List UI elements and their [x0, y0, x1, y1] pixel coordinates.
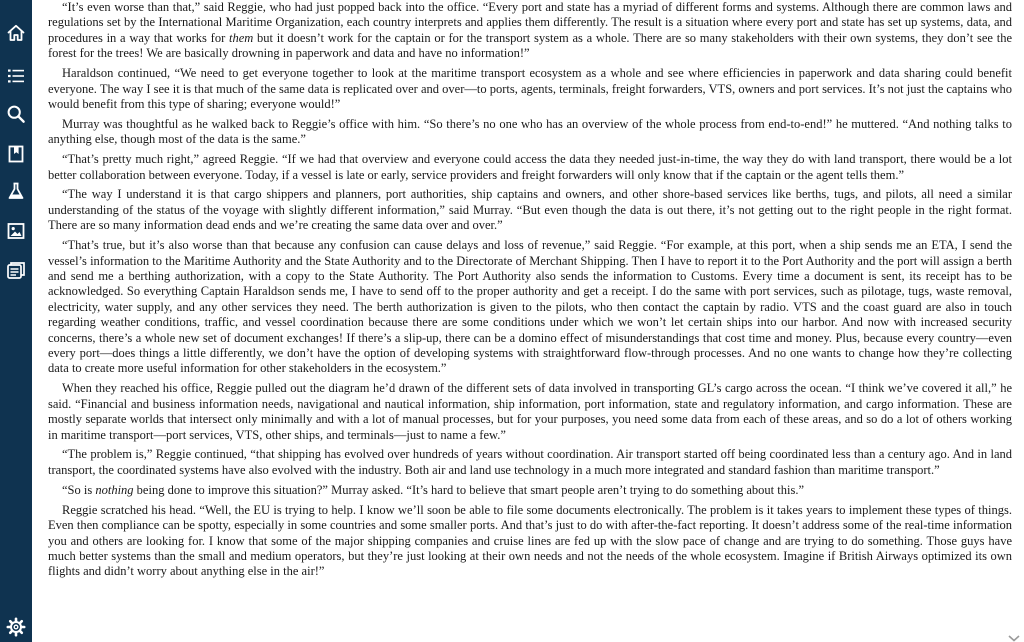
- paragraph-p4: [48, 152, 1012, 183]
- paragraph-text: “That’s pretty much right,” agreed Reggie. “If we had that overview and everyone could access the data they needed just-in-time, the way they do with land transport, there would be a lot better collaboration between everyone. Today, if a vessel is late or early, service providers and freight forwarders will only know that if the captain or the agent tells them.”: [48, 152, 1012, 182]
- paragraph-text: “So is: [62, 482, 96, 497]
- paragraph-p3: [48, 117, 1012, 148]
- paragraph-text: “That’s true, but it’s also worse than that because any confusion can cause delays and loss of revenue,” said Reggie. “For example, at this port, when a ship sends me an ETA, I send the vessel’s information to the Maritime Authority and the State Authority and to the Directorate of Merchant Shipping. Then I have to report it to the Port Authority and the port will assign a berth and send me a berthing authorization, with a copy to the State Authority. The Port Authority also sends the information to Customs. Every time a document is sent, its receipt has to be acknowledged. So everything Captain Haraldson sends me, I have to send off to the proper authority and get a receipt. I do the same with port services, such as pilotage, tugs, waste removal, electricity, water supply, and any other services they need. The berth authorization is given to the pilots, who then contact the captain by radio. VTS and the coast guard are also in touch regarding weather conditions, traffic, and vessel coordination because there are some conditions under which we won’t let certain ships into our harbor. And now with increased security concerns, there’s a whole new set of document exchanges! If there’s a slip-up, there can be a domino effect of misunderstandings that cost time and money. Plus, because every country—even every port—does things a little differently, we don’t have the option of developing systems with straightforward flow-through processes. And no one wants to change how they’re collecting data to create more useful information for other stakeholders in the ecosystem.”: [48, 238, 1012, 376]
- paragraph-text: Reggie scratched his head. “Well, the EU is trying to help. I know we’ll soon be able to file some documents electronically. The problem is it takes years to implement these types of things. Even then compliance can be spotty, especially in some countries and some smaller ports. And that’s just to do with after-the-fact reporting. It doesn’t address some of the real-time information you and others are looking for. I know that some of the major shipping companies and cruise lines are fed up with the slow pace of change and are trying to do something. Those guys have much better systems than the small and medium operators, but they’re just looking at their own needs and not the needs of the whole ecosystem. Imagine if British Airways optimized its own flights and didn’t worry about anything else in the air!”: [48, 502, 1012, 579]
- search-button[interactable]: [0, 99, 32, 129]
- paragraph-p6: [48, 238, 1012, 377]
- image-icon: [6, 221, 26, 241]
- paragraph-p1: [48, 0, 1012, 62]
- paragraph-text: Haraldson continued, “We need to get everyone together to look at the maritime transport ecosystem as a whole and see where efficiencies in paperwork and data sharing could benefit everyone. The way I see it is that much of the same data is replicated over and over—to ports, agents, terminals, freight forwarders, VTS, owners and port services. It’s not just the captains who would benefit from this type of sharing; everyone would!”: [48, 66, 1012, 111]
- flask-icon: [6, 181, 26, 201]
- bookmark-icon: [6, 144, 26, 164]
- home-icon: [6, 23, 26, 43]
- images-button[interactable]: [0, 216, 32, 246]
- gear-icon: [6, 617, 26, 637]
- paragraph-text: “It’s even worse than that,” said Reggie, who had just popped back into the office. “Every port and state has a myriad of different forms and systems. Although there are common laws and regulations set by the International Maritime Organization, each country interprets and applies them differently. The result is a situation where every port and state has set up systems, data, and procedures in a way that works for: [48, 0, 1012, 45]
- bookmarks-button[interactable]: [0, 139, 32, 169]
- paragraph-p5: [48, 187, 1012, 233]
- paragraph-text: but it doesn’t work for the captain or for the transport system as a whole. There are so many stakeholders with their own systems, they don’t see the forest for the trees! We are basically drowning in paperwork and data and have no information!”: [48, 30, 1012, 61]
- home-button[interactable]: [0, 18, 32, 48]
- settings-button[interactable]: [0, 612, 32, 642]
- book-text: [48, 0, 1012, 584]
- lab-button[interactable]: [0, 176, 32, 206]
- sidebar: [0, 0, 32, 642]
- paragraph-p2: [48, 66, 1012, 112]
- emphasis-text: them: [228, 30, 254, 45]
- table-of-contents-button[interactable]: [0, 61, 32, 91]
- paragraph-p9: [48, 483, 1012, 498]
- notes-icon: [6, 261, 26, 281]
- paragraph-p7: [48, 381, 1012, 443]
- reader-pane[interactable]: [48, 0, 1012, 642]
- paragraph-p8: [48, 447, 1012, 478]
- paragraph-text: “The way I understand it is that cargo shippers and planners, port authorities, ship captains and owners, and other shore-based services like berths, tugs, and pilots, all need a similar understanding of the status of the voyage with slightly different information,” said Murray. “But even though the data is out there, it’s not getting out to the right people in the right format. There are so many information dead ends and we’re creating the same data over and over.”: [48, 187, 1012, 233]
- notes-button[interactable]: [0, 256, 32, 286]
- paragraph-text: “The problem is,” Reggie continued, “that shipping has evolved over hundreds of years without coordination. Air transport started off being coordinated less than a century ago. And in land transport, the coordinated systems have also evolved with the industry. Both air and land use technology in a much more integrated and standard fashion than maritime transport.”: [48, 447, 1012, 477]
- paragraph-text: When they reached his office, Reggie pulled out the diagram he’d drawn of the different sets of data involved in transporting GL’s cargo across the ocean. “I think we’ve covered it all,” he said. “Financial and business information needs, navigational and nautical information, ship information, port information, state and regulatory information, and cargo information. These are mostly separate worlds that intersect only minimally and with a lot of manual processes, but for your purposes, you need some data from each of these areas, and so do a lot of others working in maritime transport—port services, VTS, other ships, and terminals—just to name a few.”: [48, 381, 1012, 442]
- paragraph-p10: [48, 503, 1012, 580]
- search-icon: [6, 104, 26, 124]
- table-of-contents-icon: [6, 66, 26, 86]
- emphasis-text: nothing: [95, 482, 134, 497]
- paragraph-text: being done to improve this situation?” Murray asked. “It’s hard to believe that smart people aren’t trying to do something about this.”: [133, 482, 804, 497]
- scroll-down-icon[interactable]: [1008, 634, 1020, 642]
- paragraph-text: Murray was thoughtful as he walked back to Reggie’s office with him. “So there’s no one who has an overview of the whole process from end-to-end!” he muttered. “And nothing talks to anything else, though most of the data is the same.”: [48, 116, 1012, 147]
